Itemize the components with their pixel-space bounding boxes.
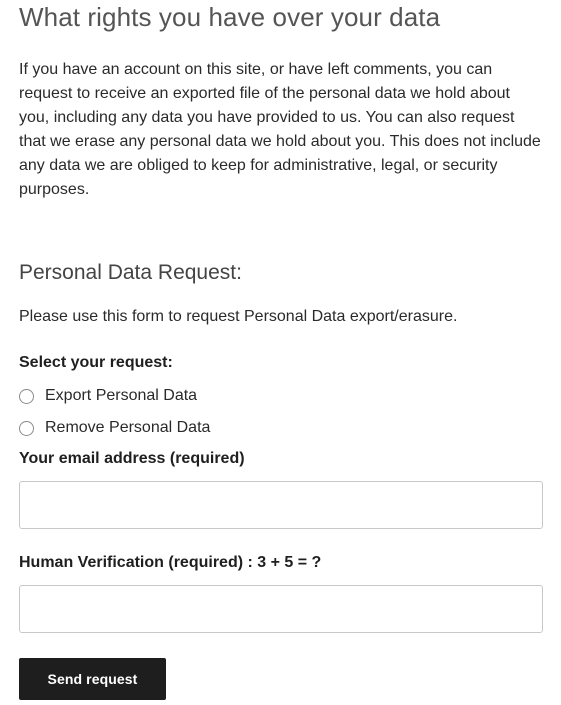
human-verification-field[interactable] [19,585,543,633]
rights-section-body: If you have an account on this site, or have left comments, you can request to receive an exported file of the personal data we hold about you, including any data you have provided to us. You can also request that we erase any personal data we hold about you. This does not include any data we are obliged to keep for administrative, legal, or security purposes. [19,61,541,198]
send-request-button[interactable]: Send request [19,658,166,700]
rights-section-title: What rights you have over your data [19,2,441,32]
export-data-option-label: Export Personal Data [45,387,198,404]
remove-data-option-label: Remove Personal Data [45,419,211,436]
select-request-label: Select your request: [19,354,173,371]
radio-unchecked-icon[interactable] [19,389,34,404]
request-form-intro: Please use this form to request Personal Data export/erasure. [19,308,458,325]
export-data-option[interactable] [19,385,197,407]
human-verification-label: Human Verification (required) : 3 + 5 = ? [19,554,322,571]
radio-unchecked-icon[interactable] [19,421,34,436]
email-field[interactable] [19,481,543,529]
request-form-title: Personal Data Request: [19,261,242,284]
email-field-label: Your email address (required) [19,450,245,467]
remove-data-option[interactable] [19,417,210,439]
